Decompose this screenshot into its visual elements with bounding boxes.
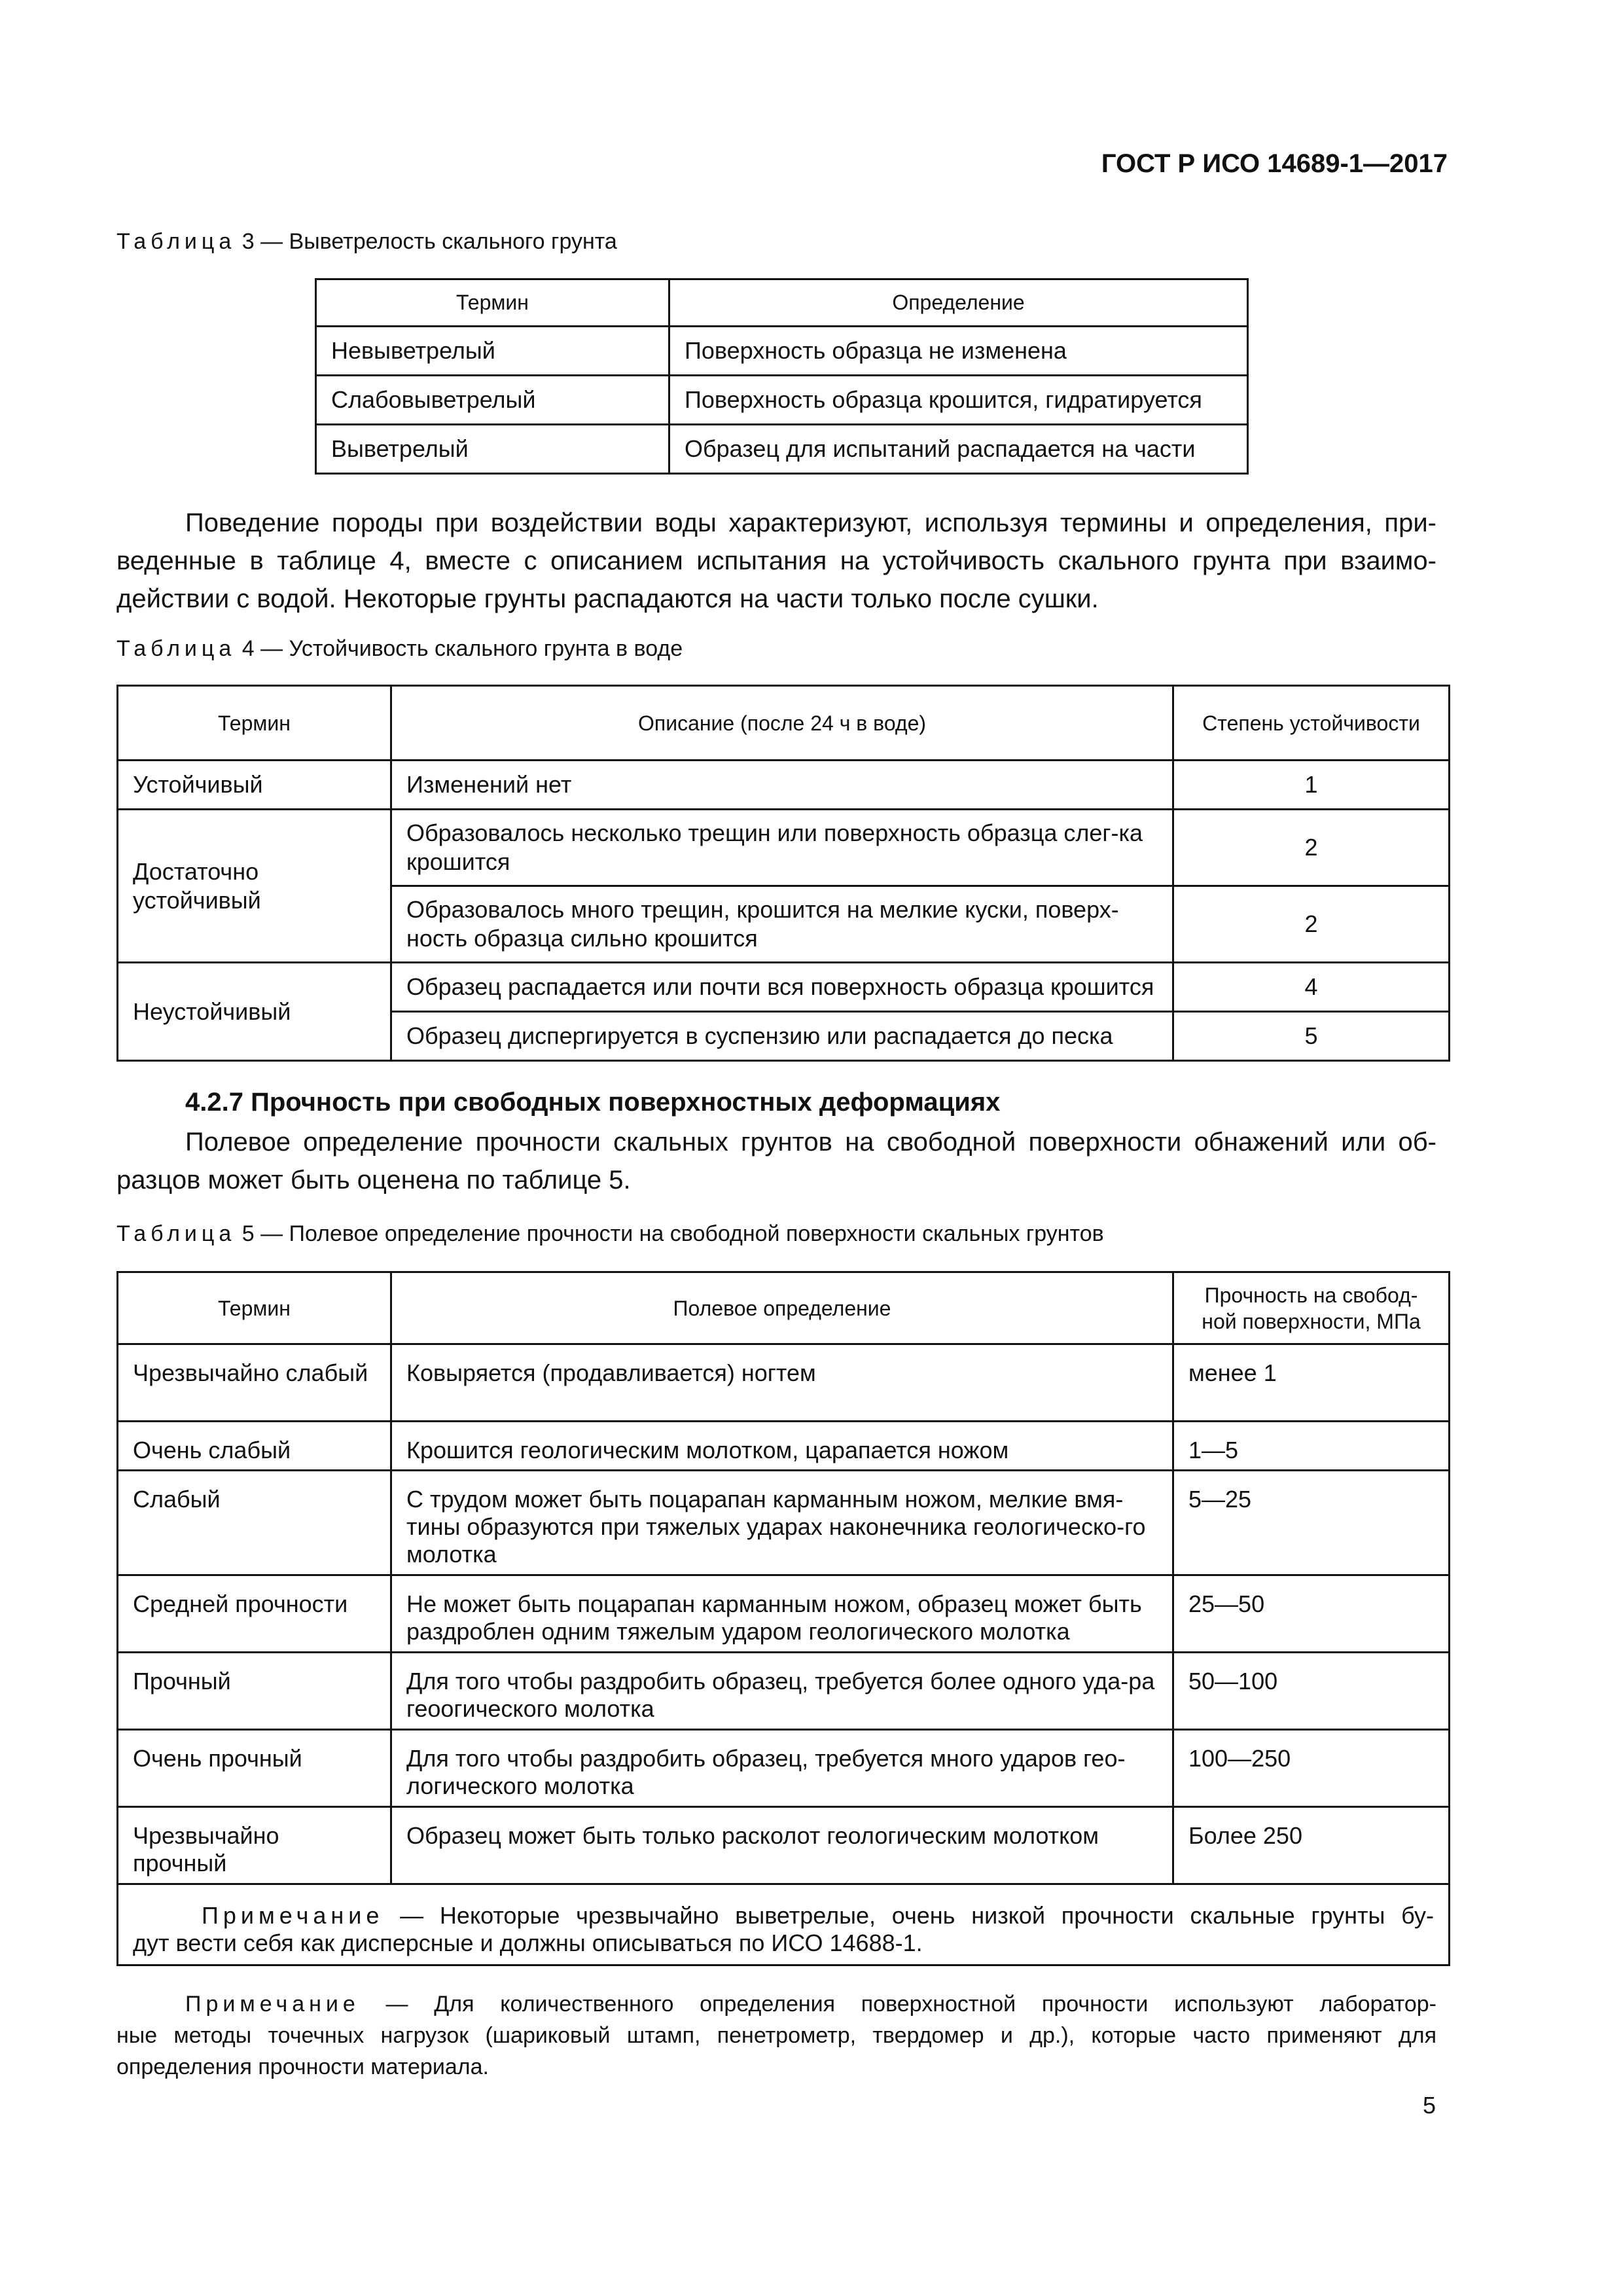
table5-cell-strength: Более 250: [1173, 1807, 1450, 1884]
table5-header-definition: Полевое определение: [391, 1272, 1173, 1344]
table5-cell-definition: С трудом может быть поцарапан карманным ножом, мелкие вмя-тины образуются при тяжелых ударах наконечника геологическо-го молотка: [391, 1471, 1173, 1575]
table4-caption-title: 4 — Устойчивость скального грунта в воде: [236, 636, 683, 661]
table5-cell-term: Средней прочности: [118, 1575, 391, 1653]
table4-caption-word: Таблица: [116, 636, 236, 661]
table4-cell-degree: 4: [1173, 963, 1450, 1012]
table5-cell-term: Очень слабый: [118, 1422, 391, 1471]
table4-cell-description: Образовалось несколько трещин или поверхность образца слег-ка крошится: [391, 810, 1173, 886]
table5-caption-word: Таблица: [116, 1221, 236, 1246]
section-heading: 4.2.7 Прочность при свободных поверхностных деформациях: [185, 1088, 1001, 1117]
table4-cell-degree: 2: [1173, 810, 1450, 886]
table5-cell-term: Чрезвычайно прочный: [118, 1807, 391, 1884]
table5-cell-definition: Крошится геологическим молотком, царапается ножом: [391, 1422, 1173, 1471]
bottom-note-line: определения прочности материала.: [116, 2054, 489, 2079]
bottom-note-label: Примечание: [185, 1992, 360, 2017]
table5-note: [118, 1884, 1450, 1965]
table4-header-term: Термин: [118, 686, 391, 761]
paragraph-line: Поведение породы при воздействии воды характеризуют, используя термины и определения, при-: [185, 509, 1436, 537]
table5-caption: [116, 1221, 1104, 1247]
table4-cell-term: Достаточно устойчивый: [118, 810, 391, 963]
table3-caption: [116, 229, 617, 255]
table3-caption-title: 3 — Выветрелость скального грунта: [236, 229, 617, 254]
table3-header-term: Термин: [316, 279, 669, 327]
table4-cell-term: Устойчивый: [118, 761, 391, 810]
table5-cell-strength: 100—250: [1173, 1730, 1450, 1807]
table5-cell-strength: 25—50: [1173, 1575, 1450, 1653]
table3-caption-word: Таблица: [116, 229, 236, 254]
paragraph-water-behavior: [116, 504, 1436, 618]
bottom-note-line: [116, 1988, 1436, 2020]
document-code: ГОСТ Р ИСО 14689-1—2017: [1101, 149, 1448, 178]
table5-cell-strength: 50—100: [1173, 1653, 1450, 1730]
table5-header-term: Термин: [118, 1272, 391, 1344]
table5-cell-strength: 5—25: [1173, 1471, 1450, 1575]
table4-cell-description: Образовалось много трещин, крошится на мелкие куски, поверх-ность образца сильно крошится: [391, 886, 1173, 963]
table4-cell-degree: 1: [1173, 761, 1450, 810]
table5-cell-definition: Ковыряется (продавливается) ногтем: [391, 1344, 1173, 1422]
table5-cell-term: Чрезвычайно слабый: [118, 1344, 391, 1422]
table5-header-strength: Прочность на свобод-ной поверхности, МПа: [1173, 1272, 1450, 1344]
table5-note-line: дут вести себя как дисперсные и должны описываться по ИСО 14688-1.: [133, 1929, 923, 1956]
table5-note-label: Примечание: [202, 1901, 384, 1929]
table5-cell-definition: Для того чтобы раздробить образец, требуется много ударов гео-логического молотка: [391, 1730, 1173, 1807]
table5-caption-title: 5 — Полевое определение прочности на свободной поверхности скальных грунтов: [236, 1221, 1104, 1246]
table3-cell-definition: Образец для испытаний распадается на части: [669, 425, 1248, 474]
paragraph-line: разцов может быть оценена по таблице 5.: [116, 1166, 631, 1194]
table3-header-definition: Определение: [669, 279, 1248, 327]
table4-header-description: Описание (после 24 ч в воде): [391, 686, 1173, 761]
table3-cell-term: Невыветрелый: [316, 327, 669, 376]
table4-cell-description: Образец диспергируется в суспензию или распадается до песка: [391, 1012, 1173, 1061]
table5-cell-definition: Образец может быть только расколот геологическим молотком: [391, 1807, 1173, 1884]
bottom-note-text: — Для количественного определения поверхностной прочности используют лаборатор-: [359, 1992, 1436, 2017]
table3-cell-term: Выветрелый: [316, 425, 669, 474]
table5-cell-term: Слабый: [118, 1471, 391, 1575]
table4-cell-degree: 5: [1173, 1012, 1450, 1061]
page-number: 5: [1422, 2092, 1436, 2119]
bottom-note: [116, 1988, 1436, 2083]
table5-cell-definition: Для того чтобы раздробить образец, требуется более одного уда-ра геоогического молотка: [391, 1653, 1173, 1730]
table4-cell-term: Неустойчивый: [118, 963, 391, 1061]
table5-cell-term: Очень прочный: [118, 1730, 391, 1807]
table4: [116, 685, 1450, 1062]
paragraph-line: Полевое определение прочности скальных грунтов на свободной поверхности обнажений или об-: [185, 1128, 1436, 1157]
table5-note-line: [133, 1902, 1434, 1929]
table5-cell-definition: Не может быть поцарапан карманным ножом, образец может быть раздроблен одним тяжелым ударом геологического молотка: [391, 1575, 1173, 1653]
table5-cell-strength: 1—5: [1173, 1422, 1450, 1471]
table3-cell-definition: Поверхность образца не изменена: [669, 327, 1248, 376]
table4-caption: [116, 636, 683, 662]
table5-note-text: — Некоторые чрезвычайно выветрелые, очень низкой прочности скальные грунты бу-: [383, 1901, 1434, 1929]
section-paragraph: [116, 1123, 1436, 1199]
table4-cell-description: Образец распадается или почти вся поверхность образца крошится: [391, 963, 1173, 1012]
table5: [116, 1271, 1450, 1966]
table5-cell-strength: менее 1: [1173, 1344, 1450, 1422]
table4-cell-description: Изменений нет: [391, 761, 1173, 810]
bottom-note-line: ные методы точечных нагрузок (шариковый штамп, пенетрометр, твердомер и др.), которые часто применяют для: [116, 2023, 1436, 2048]
table3-cell-definition: Поверхность образца крошится, гидратируется: [669, 376, 1248, 425]
table3: [315, 278, 1249, 475]
table3-cell-term: Слабовыветрелый: [316, 376, 669, 425]
table4-header-degree: Степень устойчивости: [1173, 686, 1450, 761]
paragraph-line: действии с водой. Некоторые грунты распадаются на части только после сушки.: [116, 584, 1099, 613]
table4-cell-degree: 2: [1173, 886, 1450, 963]
paragraph-line: веденные в таблице 4, вместе с описанием испытания на устойчивость скального грунта при взаимо-: [116, 547, 1436, 575]
table5-cell-term: Прочный: [118, 1653, 391, 1730]
